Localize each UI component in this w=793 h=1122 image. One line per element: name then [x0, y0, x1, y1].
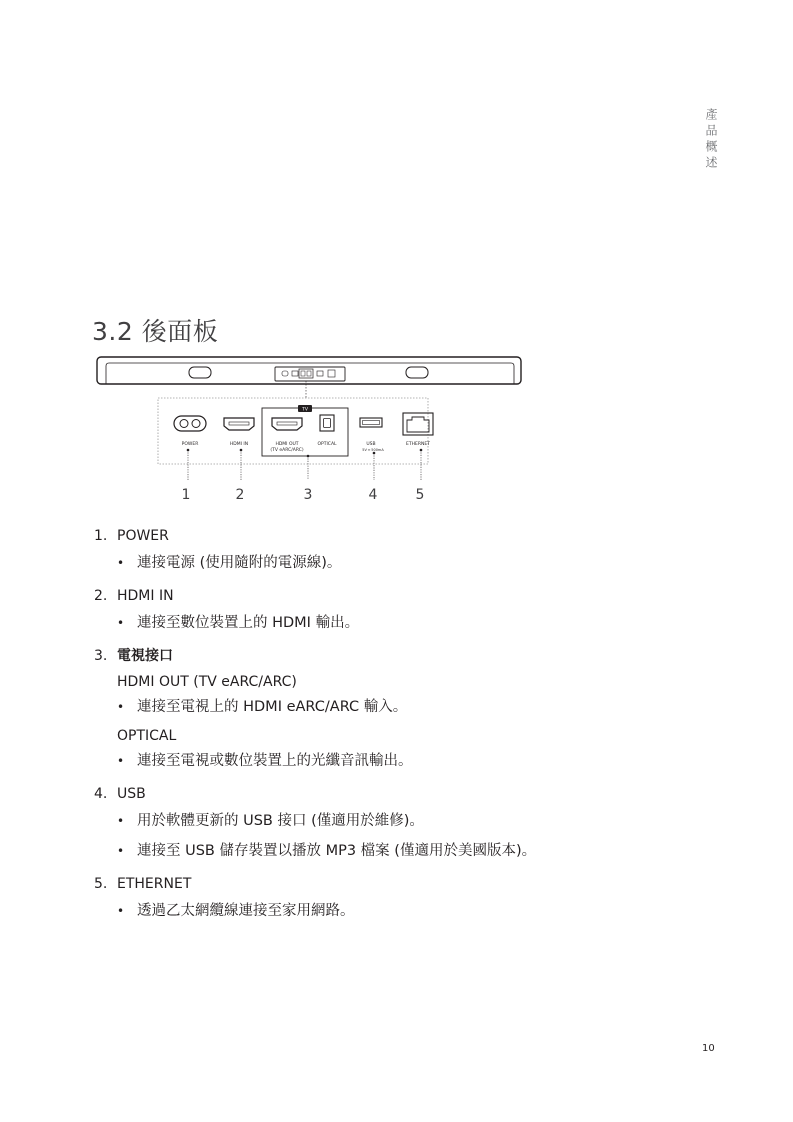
port-label-power: POWER	[181, 442, 199, 447]
callout-5: 5	[415, 487, 425, 503]
bullet-text: 連接至 USB 儲存裝置以播放 MP3 檔案 (僅適用於美國版本)。	[137, 843, 537, 859]
port-label-usb: USB	[366, 442, 376, 447]
optical-port-icon	[320, 415, 334, 431]
list-item-power	[94, 526, 734, 574]
hdmi-out-port-icon	[272, 418, 302, 430]
item-title: HDMI IN	[117, 588, 174, 604]
power-port-icon	[174, 416, 206, 431]
item-number: 1.	[94, 528, 108, 544]
tv-tag: TV	[302, 407, 308, 413]
callout-4: 4	[368, 487, 378, 503]
item-number: 3.	[94, 648, 108, 664]
bullet-text: 連接至數位裝置上的 HDMI 輸出。	[137, 615, 360, 631]
sub-title-optical: OPTICAL	[117, 728, 177, 744]
rear-panel-diagram	[92, 352, 532, 512]
port-label-hdmi-in: HDMI IN	[229, 442, 249, 447]
bullet-text: 透過乙太網纜線連接至家用網路。	[137, 903, 355, 919]
item-title: ETHERNET	[117, 876, 192, 892]
usb-port-icon	[360, 418, 382, 427]
item-title: 電視接口	[117, 648, 173, 664]
item-number: 5.	[94, 876, 108, 892]
item-number: 2.	[94, 588, 108, 604]
bullet-text: 連接電源 (使用隨附的電源線)。	[137, 555, 342, 571]
bullet-icon: •	[117, 814, 125, 828]
list-item-hdmi-in	[94, 586, 734, 634]
bullet-icon: •	[117, 616, 125, 630]
page-number: 10	[702, 1043, 715, 1054]
list-item-ethernet	[94, 874, 734, 922]
callout-1: 1	[181, 487, 191, 503]
bullet-icon: •	[117, 904, 125, 918]
port-label-ethernet: ETHERNET	[406, 442, 430, 447]
port-label-hdmi-out-sub: (TV eARC/ARC)	[270, 448, 304, 453]
bullet-icon: •	[117, 556, 125, 570]
item-number: 4.	[94, 786, 108, 802]
item-title: USB	[117, 786, 146, 802]
bullet-text: 用於軟體更新的 USB 接口 (僅適用於維修)。	[137, 813, 424, 829]
port-label-usb-rating: 5V ═ 500mA	[362, 448, 384, 452]
bullet-text: 連接至電視或數位裝置上的光纖音訊輸出。	[137, 753, 413, 769]
list-item-usb	[94, 784, 734, 862]
list-item-tv-ports	[94, 646, 734, 772]
bullet-icon: •	[117, 754, 125, 768]
port-label-hdmi-out: HDMI OUT	[275, 442, 299, 447]
sub-title-hdmi-out: HDMI OUT (TV eARC/ARC)	[117, 674, 297, 690]
bullet-icon: •	[117, 844, 125, 858]
bullet-icon: •	[117, 700, 125, 714]
callout-3: 3	[303, 487, 313, 503]
soundbar-body	[97, 357, 521, 384]
wall-mount-slot-right	[406, 367, 428, 378]
item-title: POWER	[117, 528, 169, 544]
port-label-optical: OPTICAL	[317, 442, 337, 447]
callout-2: 2	[235, 487, 245, 503]
wall-mount-slot-left	[189, 367, 211, 378]
hdmi-in-port-icon	[224, 418, 254, 430]
section-title: 3.2 後面板	[92, 317, 219, 346]
port-description-list	[94, 526, 734, 934]
bullet-text: 連接至電視上的 HDMI eARC/ARC 輸入。	[137, 699, 408, 715]
chapter-side-tab: 產品概述	[704, 108, 718, 172]
